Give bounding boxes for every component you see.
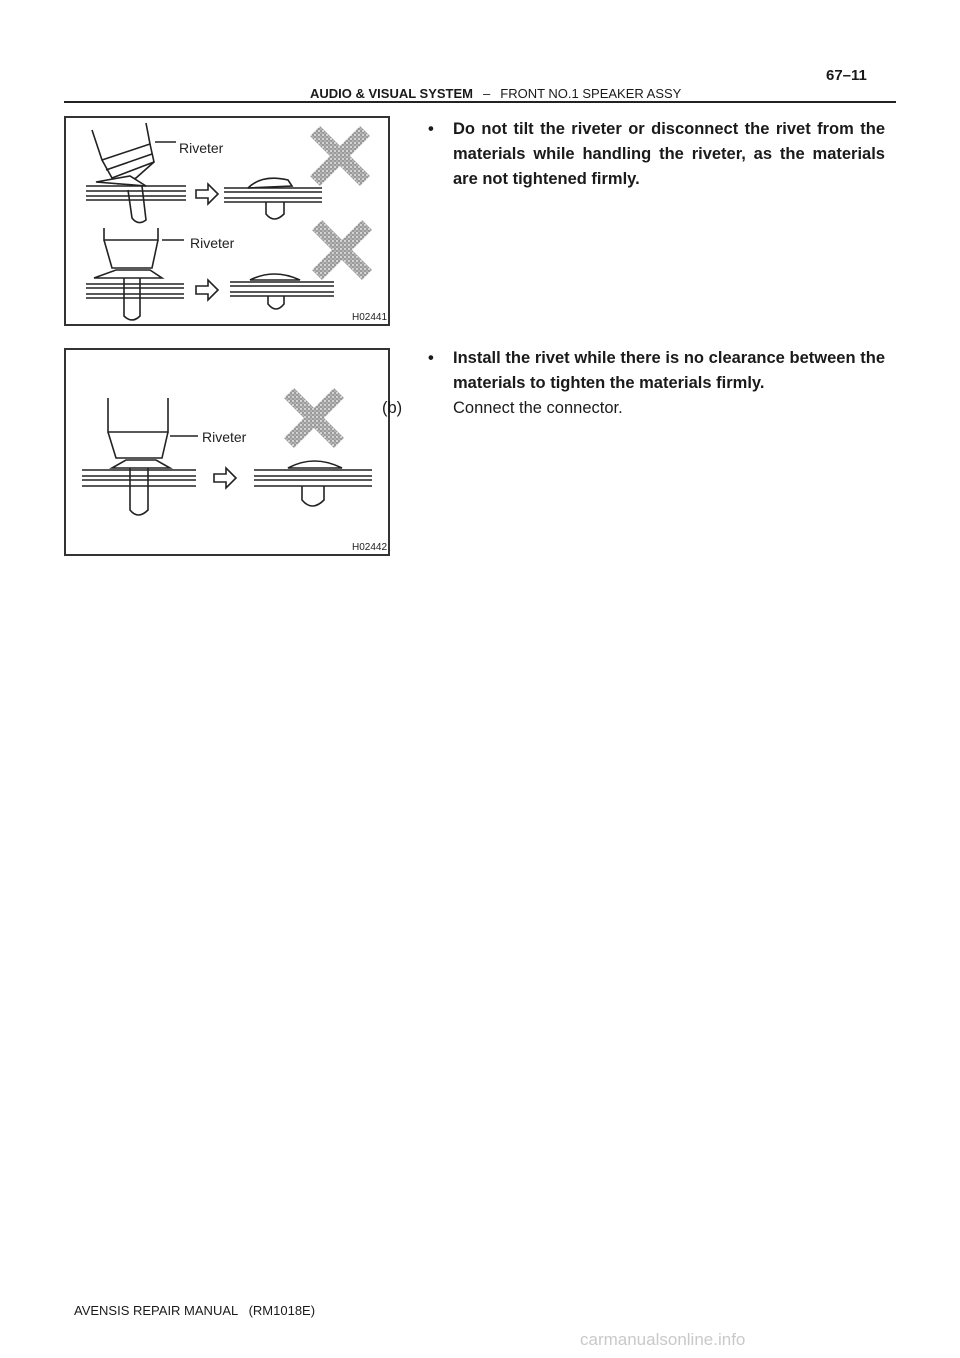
section-header — [310, 86, 681, 101]
section-title: AUDIO & VISUAL SYSTEM — [310, 86, 474, 101]
figure-code: H02442 — [352, 542, 388, 553]
cross-mark-icon — [310, 126, 370, 186]
watermark: carmanualsonline.info — [580, 1330, 746, 1349]
figure-tilt-warning-illustration — [66, 118, 388, 324]
riveter-label-upper: Riveter — [179, 140, 224, 156]
subsection-title: FRONT NO.1 SPEAKER ASSY — [500, 86, 682, 101]
manual-footer: AVENSIS REPAIR MANUAL (RM1018E) — [74, 1303, 316, 1318]
bullet-text: Do not tilt the riveter or disconnect the rivet from the materials while handling the riveter, as the materials are not tightened firmly. — [453, 120, 885, 188]
step-text: Connect the connector. — [453, 399, 623, 417]
step-b — [382, 396, 882, 422]
bullet-text: Install the rivet while there is no clearance between the materials to tighten the materials firmly. — [453, 349, 885, 392]
bullet-icon: • — [428, 349, 434, 367]
figure-tilt-warning — [64, 116, 390, 326]
header-separator: – — [483, 86, 491, 101]
header-rule — [64, 101, 896, 103]
step-marker: (b) — [382, 399, 403, 417]
bullet-tilt-caution — [428, 117, 888, 193]
riveter-label: Riveter — [202, 429, 247, 445]
bullet-no-clearance — [428, 346, 888, 396]
tilted-riveter-drawing — [86, 123, 322, 223]
figure-code: H02441 — [352, 312, 388, 323]
page-number: 67–11 — [826, 67, 867, 84]
riveter-label-lower: Riveter — [190, 235, 235, 251]
cross-mark-icon — [284, 388, 344, 448]
flush-riveter-drawing — [82, 398, 372, 515]
bullet-icon: • — [428, 120, 434, 138]
figure-no-clearance — [64, 348, 390, 556]
cross-mark-icon — [312, 220, 372, 280]
figure-no-clearance-illustration — [66, 350, 388, 554]
